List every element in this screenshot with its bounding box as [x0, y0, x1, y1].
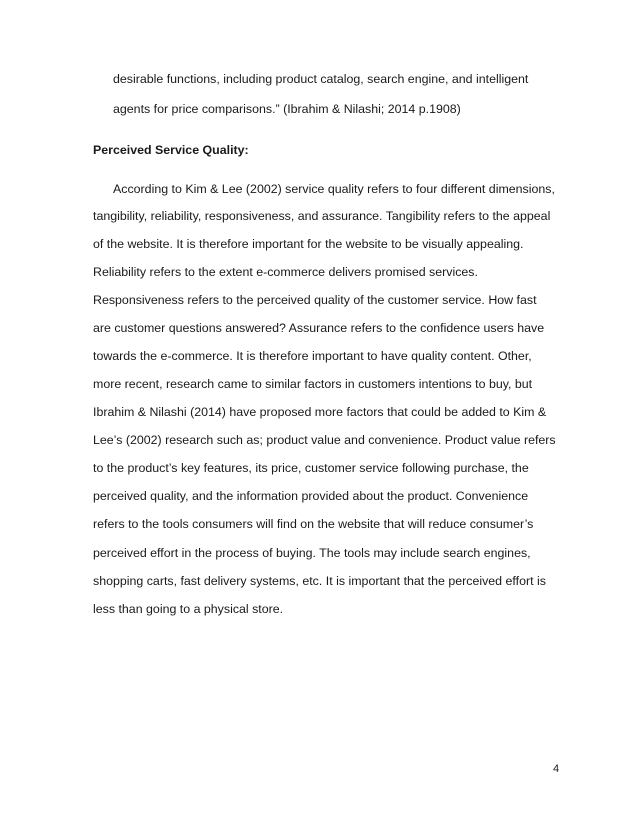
quote-line-2: agents for price comparisons.” (Ibrahim & Nilashi; 2014 p.1908) — [113, 102, 461, 116]
paragraph-line-15: shopping carts, fast delivery systems, etc. It is important that the perceived effort is — [93, 574, 546, 588]
paragraph-line-3: of the website. It is therefore important for the website to be visually appealing. — [93, 237, 524, 251]
paragraph-line-9: Ibrahim & Nilashi (2014) have proposed more factors that could be added to Kim & — [93, 405, 547, 419]
paragraph-line-2: tangibility, reliability, responsiveness, and assurance. Tangibility refers to the appeal — [93, 209, 551, 223]
paragraph-line-5: Responsiveness refers to the perceived quality of the customer service. How fast — [93, 293, 537, 307]
paragraph-line-1: According to Kim & Lee (2002) service quality refers to four different dimensions, — [113, 182, 555, 196]
paragraph-line-13: refers to the tools consumers will find on the website that will reduce consumer’s — [93, 517, 534, 531]
page-number: 4 — [553, 763, 560, 775]
paragraph-line-6: are customer questions answered? Assurance refers to the confidence users have — [93, 321, 545, 335]
paragraph-line-14: perceived effort in the process of buying. The tools may include search engines, — [93, 546, 531, 560]
paragraph-line-12: perceived quality, and the information provided about the product. Convenience — [93, 489, 529, 503]
paragraph-line-16: less than going to a physical store. — [93, 602, 284, 616]
quote-line-1: desirable functions, including product catalog, search engine, and intelligent — [113, 72, 529, 86]
paragraph-line-11: to the product’s key features, its price, customer service following purchase, the — [93, 461, 529, 475]
section-heading: Perceived Service Quality: — [93, 143, 249, 157]
paragraph-line-4: Reliability refers to the extent e-commerce delivers promised services. — [93, 265, 478, 279]
paragraph-line-7: towards the e-commerce. It is therefore important to have quality content. Other, — [93, 349, 532, 363]
paragraph-line-8: more recent, research came to similar factors in customers intentions to buy, but — [93, 377, 533, 391]
paragraph-line-10: Lee’s (2002) research such as; product value and convenience. Product value refers — [93, 433, 556, 447]
